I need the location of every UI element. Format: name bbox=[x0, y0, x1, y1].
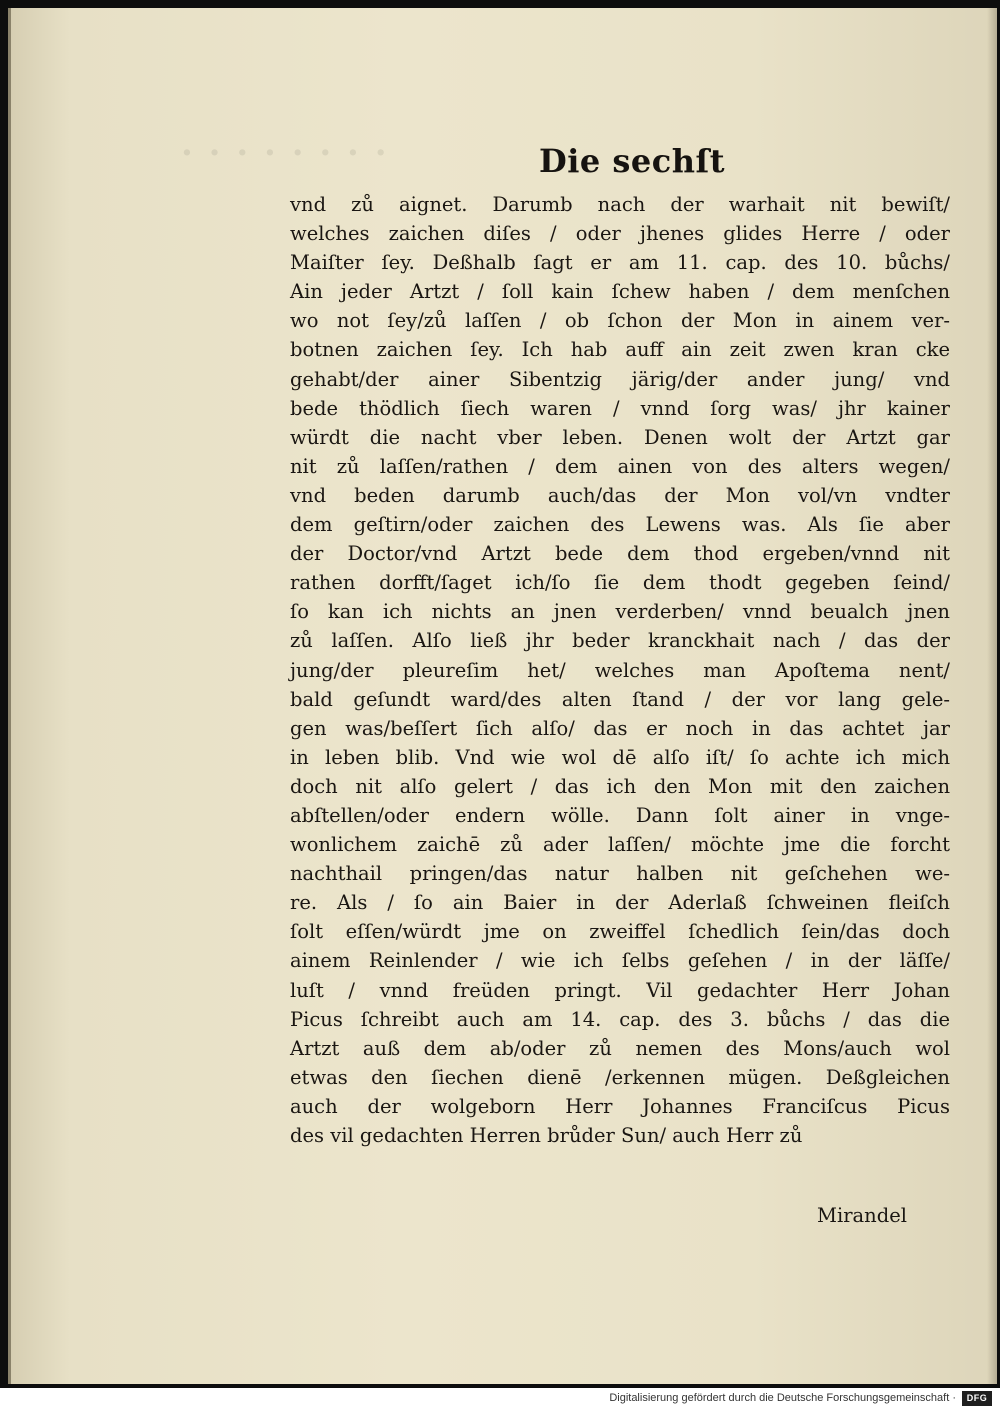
text-line: welches zaichen diſes / oder jhenes glides Herre / oder bbox=[290, 222, 950, 246]
text-line: Picus ſchreibt auch am 14. cap. des 3. bůchs / das die bbox=[290, 1007, 950, 1031]
text-line: abſtellen/oder endern wölle. Dann ſolt ainer in vnge- bbox=[290, 803, 950, 827]
text-line: vnd beden darumb auch/das der Mon vol/vn vndter bbox=[290, 483, 950, 507]
text-line: ainem Reinlender / wie ich ſelbs geſehen / in der läſſe/ bbox=[290, 949, 950, 973]
text-line: jung/der pleureſim het/ welches man Apoſtema nent/ bbox=[290, 658, 950, 682]
text-line: ſolt eſſen/würdt jme on zweiffel ſchedlich ſein/das doch bbox=[290, 920, 950, 944]
book-page bbox=[8, 8, 997, 1384]
text-line: bald geſundt ward/des alten ſtand / der vor lang gele- bbox=[290, 687, 950, 711]
text-line: re. Als / ſo ain Baier in der Aderlaß ſchweinen fleiſch bbox=[290, 891, 950, 915]
text-line: doch nit alſo gelert / das ich den Mon mit den zaichen bbox=[290, 774, 950, 798]
text-line: botnen zaichen ſey. Ich hab auff ain zeit zwen kran cke bbox=[290, 338, 950, 362]
text-line: bede thödlich ſiech waren / vnnd ſorg was/ jhr kainer bbox=[290, 396, 950, 420]
text-line: gen was/beſſert ſich alſo/ das er noch in das achtet jar bbox=[290, 716, 950, 740]
text-line: auch der wolgeborn Herr Johannes Franciſcus Picus bbox=[290, 1094, 950, 1118]
text-line: etwas den ſiechen dienē /erkennen mügen. Deßgleichen bbox=[290, 1065, 950, 1089]
text-line: würdt die nacht vber leben. Denen wolt der Artzt gar bbox=[290, 425, 950, 449]
funding-notice: Digitalisierung gefördert durch die Deutsche Forschungsgemeinschaft · bbox=[609, 1392, 956, 1404]
text-line: rathen dorfft/ſaget ich/ſo ſie dem thodt gegeben ſeind/ bbox=[290, 571, 950, 595]
text-line: wo not ſey/zů laſſen / ob ſchon der Mon in ainem ver- bbox=[290, 309, 950, 333]
text-line: ſo kan ich nichts an jnen verderben/ vnnd beualch jnen bbox=[290, 600, 950, 624]
running-head: Die sechſt bbox=[539, 142, 726, 180]
dfg-logo-icon: DFG bbox=[962, 1391, 992, 1406]
text-line: zů laſſen. Alſo ließ jhr beder kranckhait nach / das der bbox=[290, 629, 950, 653]
text-line: der Doctor/vnd Artzt bede dem thod ergeben/vnnd nit bbox=[290, 542, 950, 566]
text-line: nit zů laſſen/rathen / dem ainen von des alters wegen/ bbox=[290, 454, 950, 478]
text-line: Artzt auß dem ab/oder zů nemen des Mons/auch wol bbox=[290, 1036, 950, 1060]
body-text bbox=[290, 190, 950, 1150]
show-through-bleed: · · · · · · · · bbox=[181, 133, 389, 173]
text-line: Ain jeder Artzt / ſoll kain ſchew haben / dem menſchen bbox=[290, 280, 950, 304]
text-line: dem geſtirn/oder zaichen des Lewens was. Als ſie aber bbox=[290, 513, 950, 537]
text-line: in leben blib. Vnd wie wol dē alſo iſt/ ſo achte ich mich bbox=[290, 745, 950, 769]
text-line: Maiſter ſey. Deßhalb ſagt er am 11. cap. des 10. bůchs/ bbox=[290, 251, 950, 275]
text-line: des vil gedachten Herren brůder Sun/ auch Herr zů bbox=[290, 1124, 803, 1147]
text-line: vnd zů aignet. Darumb nach der warhait nit bewiſt/ bbox=[290, 193, 950, 216]
text-line: wonlichem zaichē zů ader laſſen/ möchte jme die forcht bbox=[290, 833, 950, 857]
text-line: nachthail pringen/das natur halben nit geſchehen we- bbox=[290, 862, 950, 886]
text-line: luſt / vnnd freüden pringt. Vil gedachter Herr Johan bbox=[290, 978, 950, 1002]
text-line: gehabt/der ainer Sibentzig järig/der ander jung/ vnd bbox=[290, 367, 950, 391]
footer-bar bbox=[0, 1388, 1000, 1410]
catchword: Mirandel bbox=[817, 1204, 907, 1227]
